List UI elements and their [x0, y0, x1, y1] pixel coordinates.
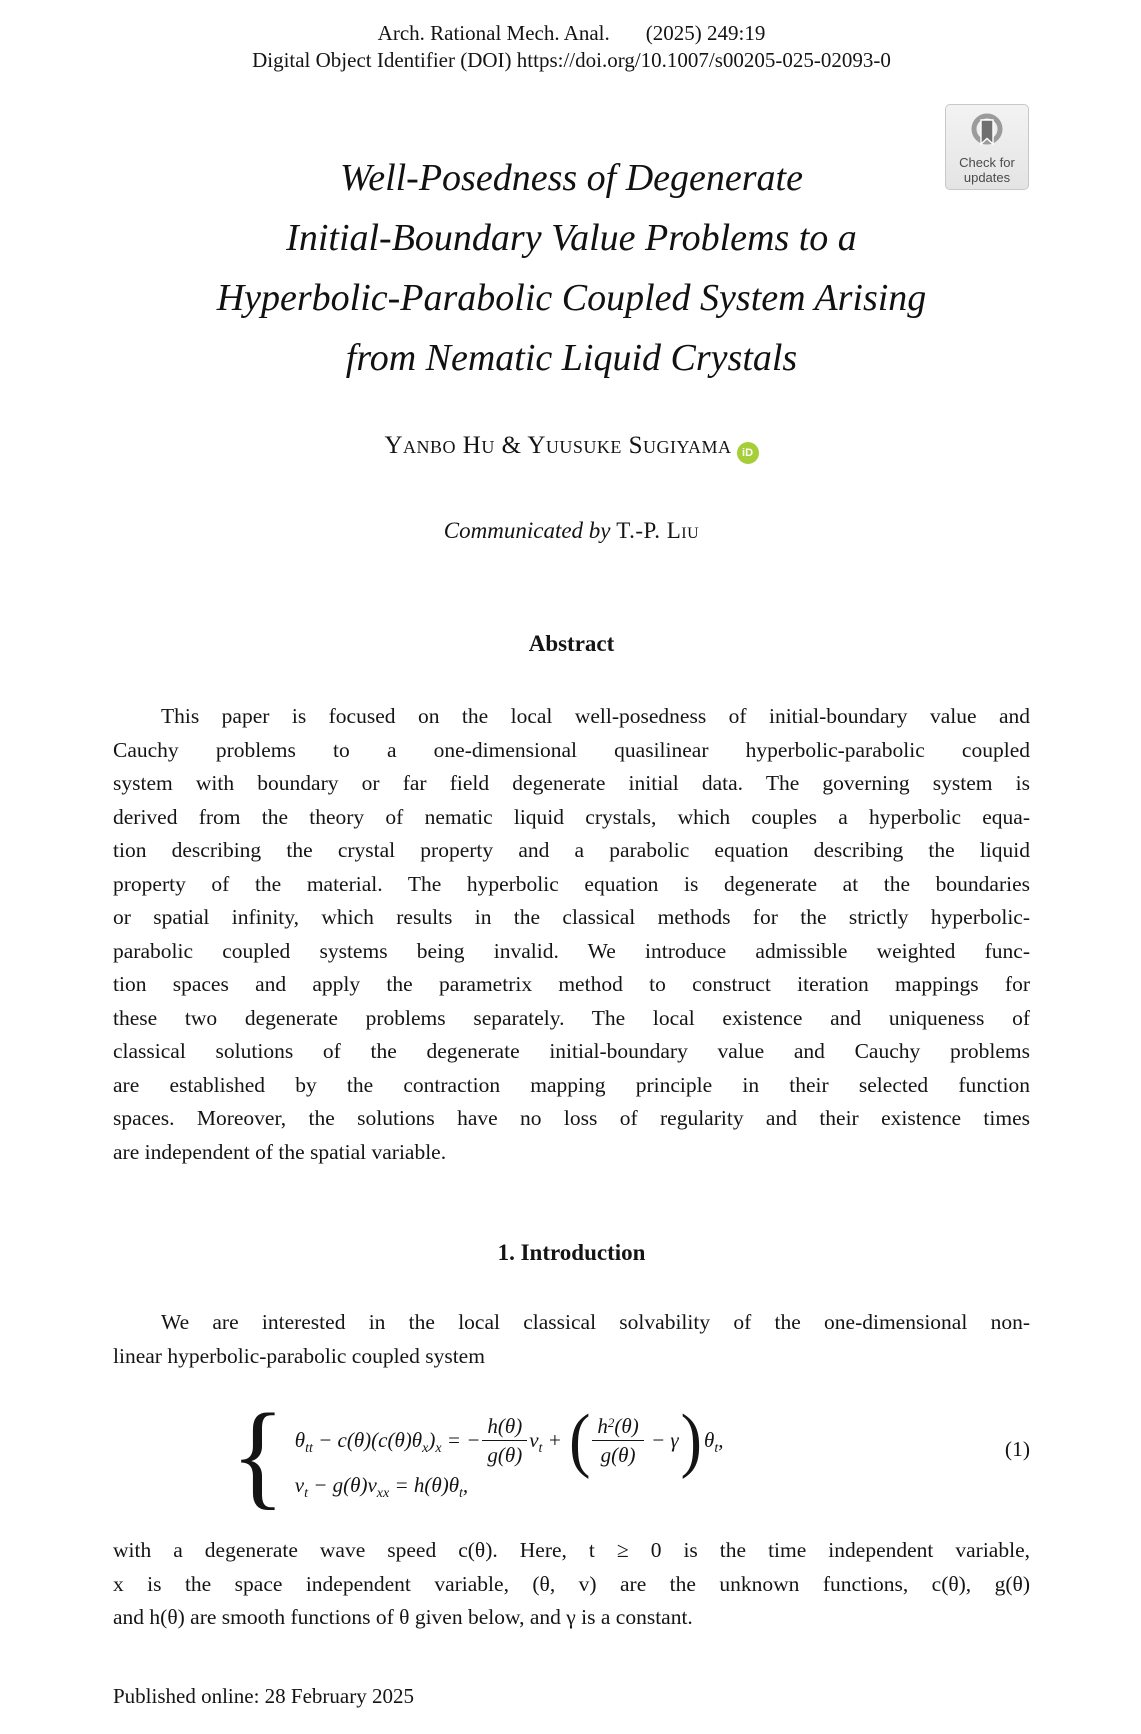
eq-sub: x — [422, 1440, 429, 1456]
abstract-line: classical solutions of the degenerate initial-boundary value and Cauchy problems — [113, 1039, 1030, 1063]
paper-title-line: Initial-Boundary Value Problems to a — [286, 217, 857, 259]
introduction-heading: 1. Introduction — [497, 1240, 646, 1265]
published-online-note: Published online: 28 February 2025 — [113, 1684, 414, 1708]
fraction-denominator: g(θ) — [600, 1442, 636, 1467]
eq-sup: 2 — [607, 1414, 615, 1430]
equation-row — [294, 1399, 724, 1480]
eq-term: ) — [428, 1427, 436, 1452]
abstract-line: derived from the theory of nematic liquid crystals, which couples a hyperbolic equa- — [113, 804, 1030, 829]
badge-label-line1: Check for — [959, 155, 1015, 170]
journal-name: Arch. Rational Mech. Anal. — [377, 21, 610, 45]
paper-title — [83, 148, 1060, 388]
abstract-heading: Abstract — [528, 631, 615, 656]
body-line: with a degenerate wave speed c(θ). Here, t ≥ 0 is the time independent variable, — [113, 1538, 1030, 1562]
abstract-line: are established by the contraction mapping principle in their selected function — [113, 1072, 1030, 1097]
eq-sub: t — [538, 1440, 543, 1456]
big-paren-left: ( — [569, 1399, 591, 1480]
abstract-line: system with boundary or far field degenerate initial data. The governing system is — [113, 771, 1030, 795]
badge-label-line2: updates — [963, 170, 1011, 185]
doi-line: Digital Object Identifier (DOI) https://doi.org/10.1007/s00205-025-02093-0 — [252, 48, 891, 72]
eq-term: − c(θ)(c(θ)θ — [312, 1427, 423, 1452]
journal-header — [113, 20, 1030, 74]
equation-segment — [529, 1427, 568, 1456]
equation-segment — [294, 1473, 469, 1501]
eq-term: + — [542, 1427, 568, 1452]
fraction — [592, 1414, 643, 1467]
eq-term: v — [529, 1427, 539, 1452]
abstract-line: Cauchy problems to a one-dimensional quasilinear hyperbolic-parabolic coupled — [113, 737, 1030, 762]
paper-title-line: from Nematic Liquid Crystals — [345, 337, 798, 379]
eq-term: (θ) — [614, 1413, 639, 1438]
orcid-icon-label: iD — [742, 447, 754, 459]
abstract-line: these two degenerate problems separately. The local existence and uniqueness of — [113, 1005, 1030, 1030]
paper-title-line: Well-Posedness of Degenerate — [340, 157, 803, 199]
communicated-prefix: Communicated by — [443, 518, 617, 543]
equation-rows — [294, 1399, 724, 1501]
eq-term: v — [294, 1473, 305, 1497]
eq-sub: t — [714, 1440, 719, 1456]
communicated-editor: T.-P. Liu — [616, 518, 700, 543]
equation-body — [231, 1389, 1030, 1521]
eq-sub: tt — [305, 1440, 313, 1456]
abstract-line: tion describing the crystal property and a parabolic equation describing the liquid — [113, 838, 1030, 862]
eq-sub: xx — [376, 1486, 390, 1501]
big-paren-right: ) — [680, 1399, 702, 1480]
fraction-numerator: h(θ) — [482, 1414, 527, 1441]
abstract-line: are independent of the spatial variable. — [113, 1139, 447, 1164]
eq-term: , — [462, 1473, 469, 1497]
abstract-line: This paper is focused on the local well-posedness of initial-boundary value and — [161, 704, 1030, 728]
orcid-icon[interactable] — [737, 442, 759, 464]
equation-segment — [703, 1427, 724, 1456]
fraction-numerator — [592, 1414, 643, 1441]
abstract-line: parabolic coupled systems being invalid. We introduce admissible weighted func- — [113, 938, 1030, 963]
eq-sub: t — [459, 1486, 463, 1501]
issue-number: (2025) 249:19 — [645, 21, 766, 45]
eq-term: θ — [703, 1427, 715, 1452]
introduction-line: We are interested in the local classical solvability of the one-dimensional non- — [161, 1310, 1030, 1334]
introduction-paragraph — [113, 1306, 1030, 1373]
abstract-line: or spatial infinity, which results in the classical methods for the strictly hyperbolic- — [113, 905, 1030, 929]
abstract-line: tion spaces and apply the parametrix method to construct iteration mappings for — [113, 972, 1030, 996]
equation-segment: − γ — [645, 1427, 679, 1452]
abstract-line: property of the material. The hyperbolic equation is degenerate at the boundaries — [113, 871, 1030, 896]
fraction-denominator: g(θ) — [487, 1442, 523, 1467]
equation-brace: { — [231, 1389, 285, 1521]
equation-block — [113, 1389, 1030, 1525]
body-line: and h(θ) are smooth functions of θ given below, and γ is a constant. — [113, 1605, 693, 1629]
fraction — [482, 1414, 527, 1467]
eq-term: θ — [294, 1427, 306, 1452]
journal-header-line1 — [113, 20, 1030, 47]
equation-row — [294, 1473, 469, 1501]
eq-sub: x — [435, 1440, 442, 1456]
eq-term: = h(θ)θ — [389, 1473, 460, 1497]
eq-term: , — [718, 1427, 724, 1452]
eq-term: = − — [441, 1427, 481, 1452]
abstract-line: spaces. Moreover, the solutions have no loss of regularity and their existence times — [113, 1106, 1030, 1130]
abstract-paragraph — [113, 700, 1030, 1169]
communicated-line — [113, 518, 1030, 544]
author-names: Yanbo Hu & Yuusuke Sugiyama — [384, 432, 732, 459]
body-line: x is the space independent variable, (θ, v) are the unknown functions, c(θ), g(θ) — [113, 1571, 1030, 1596]
equation-segment — [294, 1427, 481, 1456]
after-equation-paragraph — [113, 1534, 1030, 1635]
eq-sub: t — [304, 1486, 308, 1501]
paper-title-line: Hyperbolic-Parabolic Coupled System Arising — [216, 277, 927, 319]
equation-number: (1) — [1004, 1437, 1030, 1461]
eq-term: h — [597, 1413, 608, 1438]
introduction-line: linear hyperbolic-parabolic coupled system — [113, 1343, 485, 1368]
authors-line — [113, 432, 1030, 464]
eq-term: − g(θ)v — [307, 1473, 377, 1497]
